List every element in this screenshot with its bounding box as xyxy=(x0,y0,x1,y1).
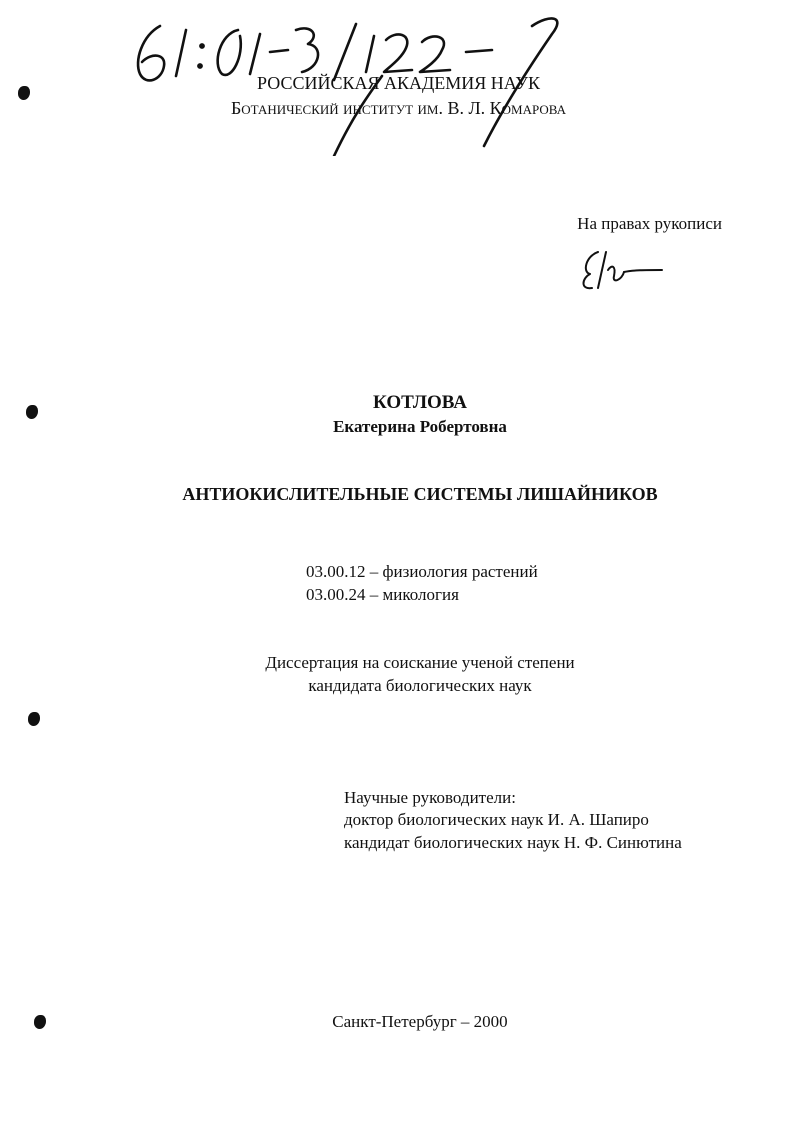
binding-hole xyxy=(28,712,40,726)
degree-line-2: кандидата биологических наук xyxy=(308,676,532,695)
institute-name: Ботанический институт им. В. Л. Комарова xyxy=(230,98,567,118)
supervisors-heading: Научные руководители: xyxy=(344,788,516,807)
specialty-item: 03.00.12 – физиология растений xyxy=(306,562,538,581)
specialty-item: 03.00.24 – микология xyxy=(306,585,459,604)
supervisor-item: доктор биологических наук И. А. Шапиро xyxy=(344,810,649,829)
author-given-names: Екатерина Робертовна xyxy=(333,417,507,436)
author-surname: КОТЛОВА xyxy=(373,392,467,413)
place-and-year: Санкт-Петербург – 2000 xyxy=(332,1012,508,1031)
supervisor-item: кандидат биологических наук Н. Ф. Синютина xyxy=(344,833,682,852)
thesis-title: АНТИОКИСЛИТЕЛЬНЫЕ СИСТЕМЫ ЛИШАЙНИКОВ xyxy=(182,484,658,504)
rights-note: На правах рукописи xyxy=(577,214,722,233)
degree-line-1: Диссертация на соискание ученой степени xyxy=(265,653,575,672)
handwritten-signature xyxy=(576,246,666,294)
organization-name: РОССИЙСКАЯ АКАДЕМИЯ НАУК xyxy=(257,73,540,93)
